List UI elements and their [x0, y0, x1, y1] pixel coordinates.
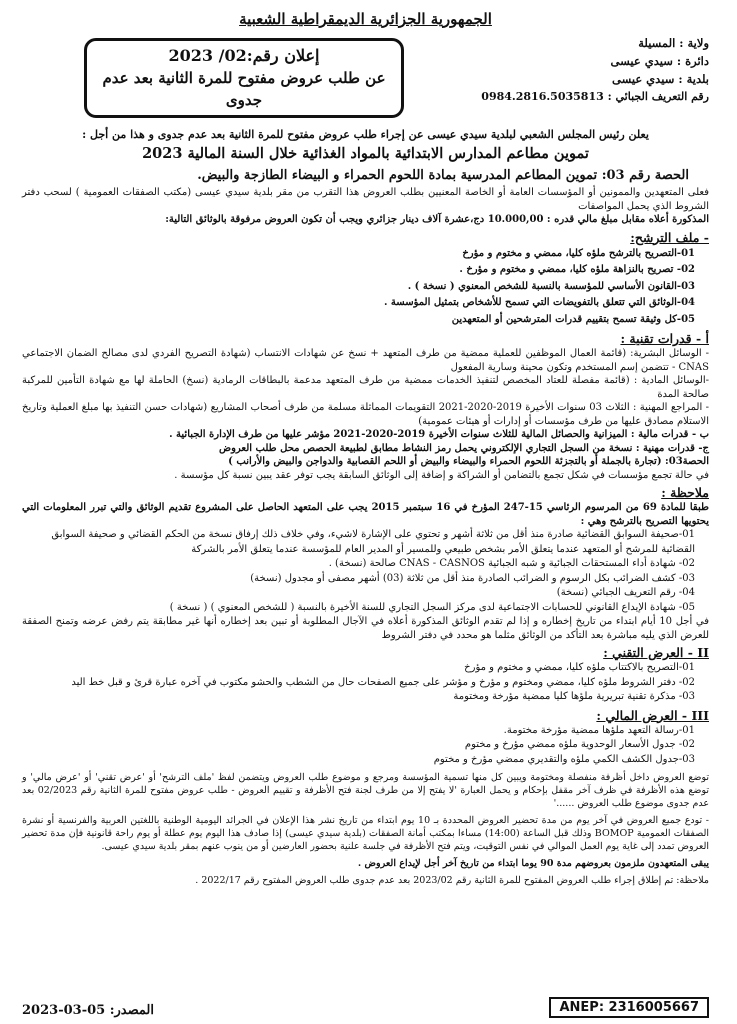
- notice-box: [84, 38, 404, 118]
- remark-text: ملاحظة: تم إطلاق إجراء طلب العروض المفتوح للمرة الثانية رقم 2023/02 بعد عدم جدوى طلب العروض المفتوح رقم 2022/17 .: [195, 875, 709, 886]
- list-item: 01-التصريح بالاكتتاب ملؤه كليا، ممضي و مختوم و مؤرخ: [464, 662, 695, 673]
- human-means: - الوسائل البشرية: (قائمة العمال الموظفين للعملية ممضية من طرف المتعهد + نسخ عن شهادات الانتساب (شهادة التصريح الفردي لدى مصالح الضمان الاجتماعي CNAS - تتضمن إسم المستخدم وتكون محينة وسارية المفعول: [22, 348, 709, 373]
- material-means: -الوسائل المادية : (قائمة مفصلة للعتاد المخصص لتنفيذ الخدمات ممضية من طرف المتعهد مدعمة بالبطاقات الرمادية (نسخ) الحاملة لها مع شهادة التأمين للمركبة صالحة المدة: [22, 375, 709, 400]
- technical-offer-list: [22, 661, 709, 705]
- list-item: 02- جدول الأسعار الوحدوية ملؤه ممضي مؤرخ و مختوم: [464, 739, 695, 750]
- list-item: 03- كشف الضرائب بكل الرسوم و الضرائب الصادرة منذ أقل من ثلاثة (03) أشهر مصفى أو مجدول (نسخة): [250, 572, 695, 584]
- tender-title: تموين مطاعم المدارس الابتدائية بالمواد الغذائية خلال السنة المالية 2023: [142, 145, 589, 162]
- list-item: 05- شهادة الإيداع القانوني للحسابات الاجتماعية لدى مركز السجل التجاري للسنة الأخيرة بالنسبة ( للشخص المعنوي ) ( نسخة ): [169, 601, 695, 613]
- list-item: 03- مذكرة تقنية تبريرية ملؤها كليا ممضية مؤرخة ومختومة: [453, 691, 695, 702]
- list-item: 02- شهادة أداء المستحقات الجبائية و شبه الجبائية CNAS - CASNOS صالحة (نسخة) .: [328, 558, 695, 569]
- tax-id-line: رقم التعريف الجبائي : 0984.2816.5035813: [481, 90, 709, 103]
- list-item: 03-القانون الأساسي للمؤسسة بالنسبة للشخص المعنوي ( نسخة ) .: [407, 280, 695, 292]
- notes-intro: طبقا للمادة 69 من المرسوم الرئاسي 15-247 المؤرخ في 16 سبتمبر 2015 يجب على المتعهد الحاصل على المشروع تقديم الوثائق والتي تبرر المعلومات التي يحتويها التصريح بالترشح وهي :: [22, 502, 709, 527]
- paragraph-withdraw: فعلى المتعهدين والممونين أو المؤسسات العامة أو الخاصة المعنيين بطلب العروض هذا التقرب من مقر بلدية سيدي عيسى (مكتب الصفقات العمومية ) لسحب دفتر الشروط الذي يحمل المواصفات: [22, 187, 709, 212]
- lot-heading: الحصة رقم 03: تموين المطاعم المدرسية بمادة اللحوم الحمراء و البيضاء الطازجة والبيض.: [197, 168, 689, 183]
- deposit-text: - تودع جميع العروض في آخر يوم من مدة تحضير العروض المحددة بـ 10 يوم ابتداء من تاريخ نشر هذا الإعلان في الجرائد اليومية الوطنية باللغتين العربية والفرنسية أو نشرة الصفقات العمومية BOMOP وذلك قبل الساعة (14:00) مساءا بمكتب أمانة الصفقات (بلدية سيدي عيسى) إذا صادف هذا اليوم يوم عطلة أو يوم راحة قانونية فإن مدة تحضير العروض تمدد إلى غاية يوم العمل الموالي في نفس التوقيت، ويتم فتح الأظرفة في جلسة علنية بحضور العارضين أو من ينوب عنهم بمقر بلدية سيدي عيسى.: [22, 815, 710, 852]
- deadline-note: في أجل 10 أيام ابتداء من تاريخ إخطاره و إذا لم تقدم الوثائق المذكورة أعلاه في الآجال المطلوبة أو تبين بعد إخطاره أنها غير مطابقة يتم رفض عرضه وتمنح الصفقة للعرض الذي يليه مباشرة بعد التأكد من الوثائق مثلما هو محدد في دفتر الشروط: [22, 616, 709, 641]
- notice-subject: عن طلب عروض مفتوح للمرة الثانية بعد عدم جدوى: [102, 69, 386, 109]
- lot-activity: الحصة03: (تجارة بالجملة أو بالتجزئة اللحوم الحمراء والبيضاء والبيض أو اللحم القصابية والدواجن والبيض والأرانب ): [228, 456, 709, 467]
- notice-number: إعلان رقم:02/ 2023: [168, 46, 320, 65]
- list-item: 02- تصريح بالنزاهة ملؤه كليا، ممضي و مختوم و مؤرخ .: [459, 264, 695, 275]
- daira-line: دائرة : سيدي عيسى: [610, 54, 709, 68]
- candidacy-heading: - ملف الترشح:: [630, 229, 709, 245]
- list-item: 03-جدول الكشف الكمي ملؤه والتقديري ممضي مؤرخ و مختوم: [433, 753, 695, 765]
- list-item: 02- دفتر الشروط ملؤه كليا، ممضي ومختوم و مؤرخ و مؤشر على جميع الصفحات حال من الشطب والحشو مكتوب في آخره عبارة قرئ و قبل خط اليد: [71, 676, 695, 688]
- commune-line: بلدية : سيدي عيسى: [612, 72, 709, 86]
- financial-capacity: ب - قدرات مالية : الميزانية والحصائل المالية للثلاث سنوات الأخيرة 2019-2020-2021 مؤشر عليها من طرف الإدارة الجبائية .: [169, 429, 709, 440]
- envelopes-text: توضع العروض داخل أظرفة منفصلة ومختومة ويبين كل منها تسمية المؤسسة ومرجع و موضوع طلب العروض ويتضمن لفظ 'ملف الترشح' أو 'عرض تقني' أو 'عرض مالي' و توضع هذه الأظرفة في ظرف آخر مقفل بإحكام و يحمل العبارة 'لا يفتح إلا من طرف لجنة فتح الأظرفة و تقييم العروض - طلب عروض مفتوح للمرة الثانية رقم 02/2023 بعد عدم جدوى موضوع طلب العروض ......': [22, 772, 710, 809]
- financial-offer-heading: III - العرض المالي :: [596, 707, 709, 723]
- candidacy-list: [22, 246, 709, 329]
- header-row: [22, 34, 709, 126]
- intro-text: يعلن رئيس المجلس الشعبي لبلدية سيدي عيسى عن إجراء طلب عروض مفتوح للمرة الثانية بعد عدم جدوى و هذا من أجل :: [82, 128, 649, 141]
- wilaya-line: ولاية : المسيلة: [638, 36, 709, 50]
- administrative-info: [449, 34, 709, 106]
- list-item: 01-رسالة التعهد ملؤها ممضية مؤرخة مختومة.: [503, 724, 695, 736]
- list-item: 01-صحيفة السوابق القضائية صادرة منذ أقل من ثلاثة أشهر و تحتوي على الإشارة لاشيء، وفي خلاف ذلك إرفاق نسخة من الحكم القضائي و صحيفة السوابق القضائية للمرشح أو المتعهد عندما يتعلق الأمر بشخص طبيعي وللمسير أو المدير العام للمؤسسة عندما يتعلق الأمر بالشركة: [51, 529, 695, 555]
- anep-reference: ANEP: 2316005667: [549, 997, 709, 1018]
- list-item: 01-التصريح بالترشح ملؤه كليا، ممضي و مختوم و مؤرخ: [462, 247, 695, 259]
- technical-offer-heading: II - العرض التقني :: [603, 645, 709, 660]
- validity-text: يبقى المتعهدون ملزمون بعروضهم مدة 90 يوما ابتداء من تاريخ آخر أجل لإيداع العروض .: [357, 858, 709, 869]
- source-date: المصدر: 05-03-2023: [22, 1003, 154, 1018]
- footer: [22, 996, 709, 1018]
- notes-list: [22, 528, 709, 615]
- technical-capacity-heading: أ - قدرات تقنية :: [620, 331, 709, 346]
- list-item: 05-كل وثيقة تسمح بتقييم قدرات المترشحين أو المتعهدين: [451, 313, 695, 325]
- list-item: 04-الوثائق التي تتعلق بالتفويضات التي تسمح للأشخاص بتمثيل المؤسسة .: [383, 297, 695, 308]
- republic-heading: الجمهورية الجزائرية الديمقراطية الشعبية: [239, 10, 492, 28]
- financial-offer-list: [22, 724, 709, 768]
- professional-references: - المراجع المهنية : الثلاث 03 سنوات الأخيرة 2019-2020-2021 التقويمات المماثلة مسلمة من طرف أصحاب المشاريع (شهادات حسن التنفيذ بها مبلغ العملية وتاريخ الاستلام مصادق عليها من طرف مؤسسات أو إدارات أو هيئات عمومية): [22, 402, 710, 427]
- grouping-note: في حالة تجمع مؤسسات في شكل تجمع بالتضامن أو الشراكة و إضافة إلى الوثائق السابقة يجب توفر عقد يبين نسبة كل مؤسسة .: [174, 469, 709, 481]
- notes-heading: ملاحظة :: [661, 485, 709, 500]
- paragraph-fee: المذكورة أعلاه مقابل مبلغ مالي قدره : 10.000,00 دج،عشرة آلاف دينار جزائري ويجب أن تكون العروض مرفوقة بالوثائق التالية:: [165, 214, 709, 225]
- professional-capacity: ج- قدرات مهنية : نسخة من السجل التجاري الإلكتروني يحمل رمز النشاط مطابق لطبيعة الحصص محل طلب العروض: [218, 442, 709, 454]
- list-item: 04- رقم التعريف الجبائي (نسخة): [556, 587, 695, 598]
